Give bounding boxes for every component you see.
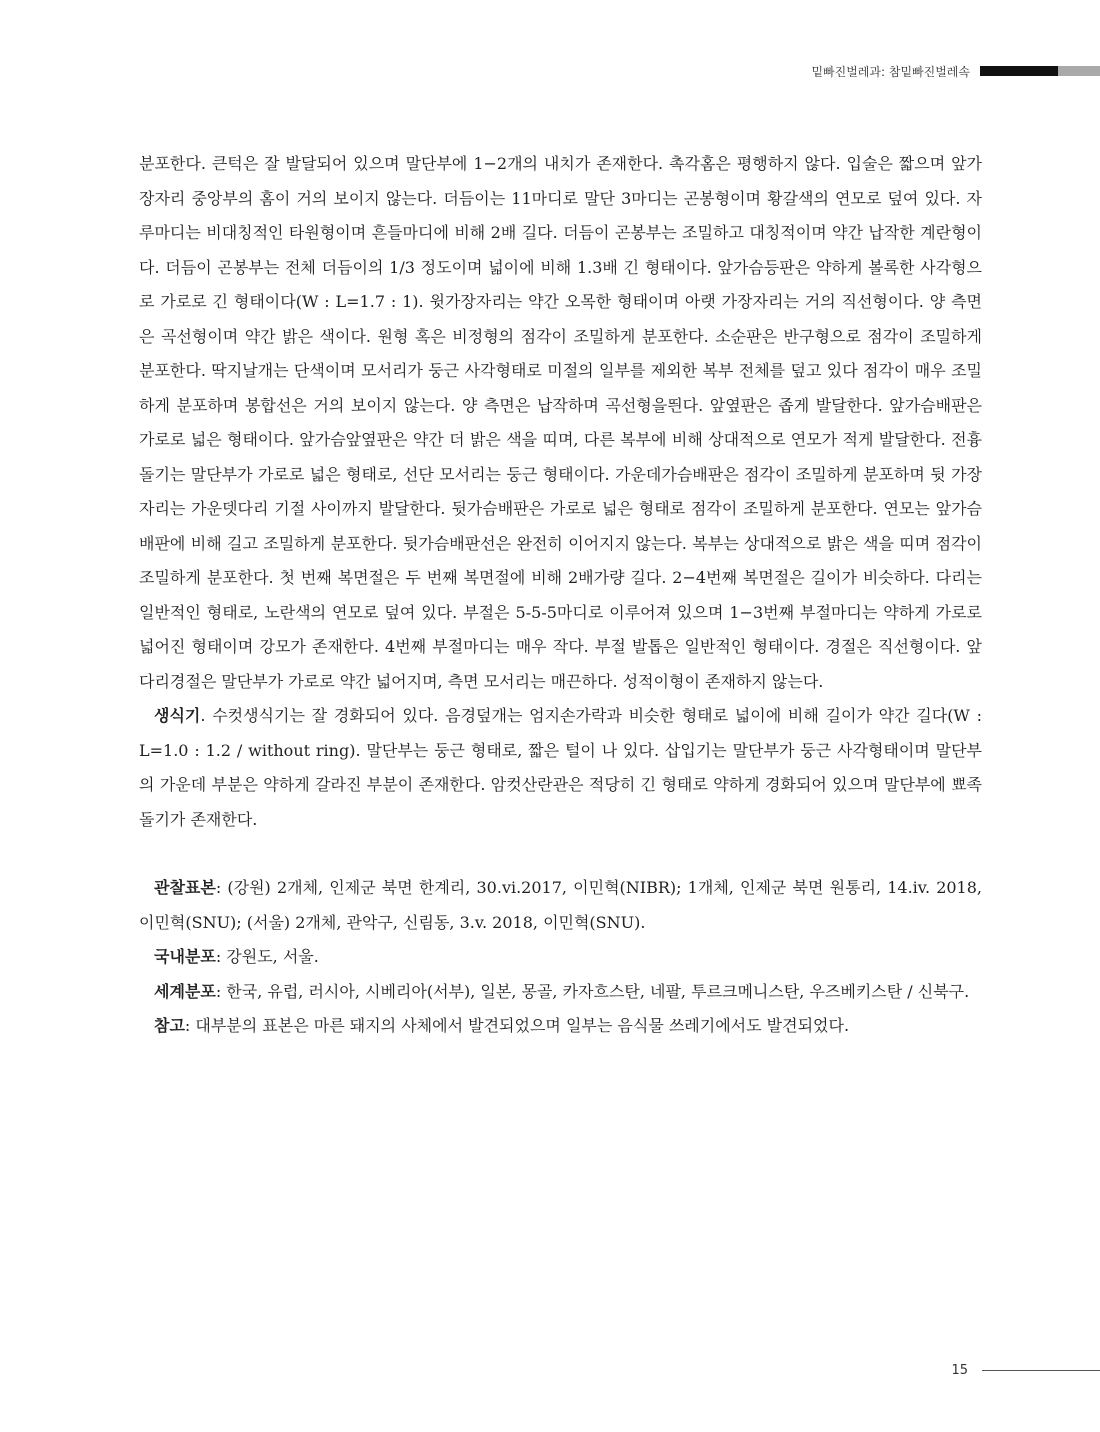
remarks-label: 참고 — [154, 1016, 185, 1035]
header-bar-dark — [980, 66, 1058, 76]
domestic-distribution-label: 국내분포 — [154, 947, 216, 966]
world-distribution-label: 세계분포 — [154, 981, 216, 1001]
remarks-paragraph — [139, 1009, 982, 1044]
header-bar-gray — [1058, 66, 1100, 76]
specimens-text: : (강원) 2개체, 인제군 북면 한계리, 30.vi.2017, 이민혁(NIBR); 1개체, 인제군 북면 원통리, 14.iv. 2018, 이민혁(SNU); (서울) 2개체, 관악구, 신림동, 3.v. 2018, 이민혁(SNU). — [139, 878, 982, 932]
genitalia-label: 생식기 — [154, 706, 201, 725]
domestic-distribution-text: : 강원도, 서울. — [215, 947, 319, 966]
genitalia-text: . 수컷생식기는 잘 경화되어 있다. 음경덮개는 엄지손가락과 비슷한 형태로 넓이에 비해 길이가 약간 길다(W : L=1.0 : 1.2 / without ring). 말단부는 둥근 형태로, 짧은 털이 나 있다. 삽입기는 말단부가 둥근 사각형태이며 말단부의 가운데 부분은 약하게 갈라진 부분이 존재한다. 암컷산란관은 적당히 긴 형태로 약하게 경화되어 있으며 말단부에 뾰족돌기가 존재한다. — [139, 706, 982, 829]
world-distribution-paragraph — [139, 975, 982, 1010]
remarks-text: : 대부분의 표본은 마른 돼지의 사체에서 발견되었으며 일부는 음식물 쓰레기에서도 발견되었다. — [184, 1016, 850, 1035]
specimens-paragraph — [139, 871, 982, 940]
domestic-distribution-paragraph — [139, 940, 982, 975]
page-number: 15 — [951, 1362, 968, 1378]
section-spacer — [139, 837, 982, 871]
description-paragraph: 분포한다. 큰턱은 잘 발달되어 있으며 말단부에 1−2개의 내치가 존재한다. 촉각홈은 평행하지 않다. 입술은 짧으며 앞가장자리 중앙부의 홈이 거의 보이지 않는다. 더듬이는 11마디로 말단 3마디는 곤봉형이며 황갈색의 연모로 덮여 있다. 자루마디는 비대칭적인 타원형이며 흔들마디에 비해 2배 길다. 더듬이 곤봉부는 조밀하고 대칭적이며 약간 납작한 계란형이다. 더듬이 곤봉부는 전체 더듬이의 1/3 정도이며 넓이에 비해 1.3배 긴 형태이다. 앞가슴등판은 약하게 볼록한 사각형으로 가로로 긴 형태이다(W : L=1.7 : 1). 윗가장자리는 약간 오목한 형태이며 아랫 가장자리는 거의 직선형이다. 양 측면은 곡선형이며 약간 밝은 색이다. 원형 혹은 비정형의 점각이 조밀하게 분포한다. 소순판은 반구형으로 점각이 조밀하게 분포한다. 딱지날개는 단색이며 모서리가 둥근 사각형태로 미절의 일부를 제외한 복부 전체를 덮고 있다 점각이 매우 조밀하게 분포하며 봉합선은 거의 보이지 않는다. 양 측면은 납작하며 곡선형을띈다. 앞옆판은 좁게 발달한다. 앞가슴배판은 가로로 넓은 형태이다. 앞가슴앞옆판은 약간 더 밝은 색을 띠며, 다른 복부에 비해 상대적으로 연모가 적게 발달한다. 전흉돌기는 말단부가 가로로 넓은 형태로, 선단 모서리는 둥근 형태이다. 가운데가슴배판은 점각이 조밀하게 분포하며 뒷 가장자리는 가운뎃다리 기절 사이까지 발달한다. 뒷가슴배판은 가로로 넓은 형태로 점각이 조밀하게 분포한다. 연모는 앞가슴배판에 비해 길고 조밀하게 분포한다. 뒷가슴배판선은 완전히 이어지지 않는다. 복부는 상대적으로 밝은 색을 띠며 점각이 조밀하게 분포한다. 첫 번째 복면절은 두 번째 복면절에 비해 2배가량 길다. 2−4번째 복면절은 길이가 비슷하다. 다리는 일반적인 형태로, 노란색의 연모로 덮여 있다. 부절은 5-5-5마디로 이루어져 있으며 1−3번째 부절마디는 약하게 가로로 넓어진 형태이며 강모가 존재한다. 4번째 부절마디는 매우 작다. 부절 발톱은 일반적인 형태이다. 경절은 직선형이다. 앞다리경절은 말단부가 가로로 약간 넓어지며, 측면 모서리는 매끈하다. 성적이형이 존재하지 않는다. — [139, 154, 982, 691]
genitalia-paragraph — [139, 699, 982, 837]
world-distribution-text: : 한국, 유럽, 러시아, 시베리아(서부), 일본, 몽골, 카자흐스탄, 네팔, 투르크메니스탄, 우즈베키스탄 / 신북구. — [215, 981, 970, 1001]
running-header — [811, 62, 1100, 80]
page-footer — [951, 1360, 1100, 1380]
page-content — [139, 147, 982, 1044]
running-header-title: 밑빠진벌레과: 참밑빠진벌레속 — [811, 64, 970, 79]
specimens-label: 관찰표본 — [154, 878, 216, 897]
footer-rule — [982, 1370, 1100, 1371]
